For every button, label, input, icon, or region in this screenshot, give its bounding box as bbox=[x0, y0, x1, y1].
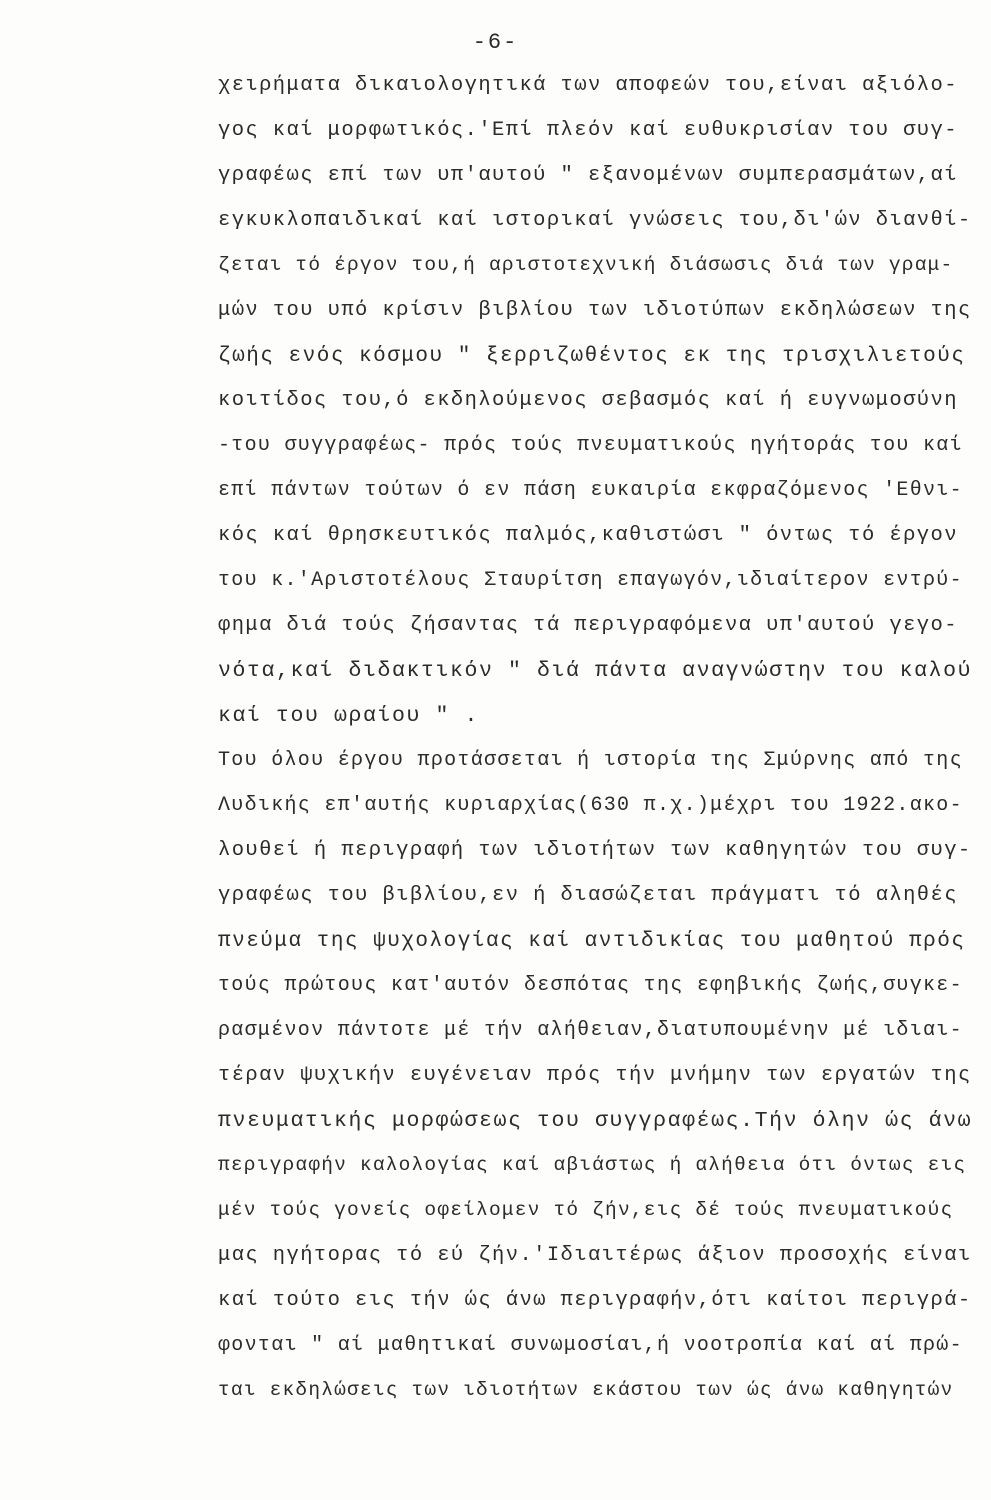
text-line: επί πάντων τούτων ό εν πάση ευκαιρία εκφραζόμενος 'Εθνι- bbox=[218, 479, 963, 502]
text-line: πνευματικής μορφώσεως του συγγραφέως.Τήν όλην ώς άνω bbox=[218, 1109, 973, 1133]
text-line: τούς πρώτους κατ'αυτόν δεσπότας της εφηβικής ζωής,συγκε- bbox=[218, 974, 963, 997]
page-number: -6- bbox=[472, 30, 519, 55]
text-line: ται εκδηλώσεις των ιδιοτήτων εκάστου των ώς άνω καθηγητών bbox=[218, 1379, 954, 1401]
text-line: μέν τούς γονείς οφείλομεν τό ζήν,εις δέ τούς πνευματικούς bbox=[218, 1199, 954, 1221]
text-line: χειρήματα δικαιολογητικά των αποφεών του,είναι αξιόλο- bbox=[218, 74, 958, 97]
text-line: γος καί μορφωτικός.'Επί πλεόν καί ευθυκρισίαν του συγ- bbox=[218, 119, 958, 142]
text-line: περιγραφήν καλολογίας καί αβιάστως ή αλήθεια ότι όντως εις bbox=[218, 1154, 967, 1176]
text-line: Του όλου έργου προτάσσεται ή ιστορία της Σμύρνης από της bbox=[218, 749, 963, 772]
text-line: φονται " αί μαθητικαί συνωμοσίαι,ή νοοτροπία καί αί πρώ- bbox=[218, 1334, 963, 1357]
text-line: καί τούτο εις τήν ώς άνω περιγραφήν,ότι καίτοι περιγρά- bbox=[218, 1289, 972, 1312]
text-line: Λυδικής επ'αυτής κυριαρχίας(630 π.χ.)μέχρι του 1922.ακο- bbox=[218, 794, 963, 817]
text-line: ζωής ενός κόσμου " ξερριζωθέντος εκ της τρισχιλιετούς bbox=[218, 345, 966, 368]
text-line: -του συγγραφέως- πρός τούς πνευματικούς ηγήτοράς του καί bbox=[218, 434, 963, 457]
text-line: κοιτίδος του,ό εκδηλούμενος σεβασμός καί ή ευγνωμοσύνη bbox=[218, 389, 958, 412]
text-line: καί του ωραίου " . bbox=[218, 704, 480, 728]
text-line: κός καί θρησκευτικός παλμός,καθιστώσι " όντως τό έργον bbox=[218, 524, 958, 547]
text-line: ζεται τό έργον του,ή αριστοτεχνική διάσωσις διά των γραμ- bbox=[218, 254, 954, 276]
text-line: μας ηγήτορας τό εύ ζήν.'Ιδιαιτέρως άξιον προσοχής είναι bbox=[218, 1244, 972, 1267]
text-line: λουθεί ή περιγραφή των ιδιοτήτων των καθηγητών του συγ- bbox=[218, 839, 972, 862]
text-line: νότα,καί διδακτικόν " διά πάντα αναγνώστην του καλού bbox=[218, 659, 973, 683]
text-line: εγκυκλοπαιδικαί καί ιστορικαί γνώσεις του,δι'ών διανθί- bbox=[218, 209, 972, 232]
text-line: πνεύμα της ψυχολογίας καί αντιδικίας του μαθητού πρός bbox=[218, 930, 966, 953]
text-line: ρασμένον πάντοτε μέ τήν αλήθειαν,διατυπουμένην μέ ιδιαι- bbox=[218, 1019, 963, 1042]
text-line: γραφέως επί των υπ'αυτού " εξανομένων συμπερασμάτων,αί bbox=[218, 164, 958, 187]
text-line: του κ.'Αριστοτέλους Σταυρίτση επαγωγόν,ιδιαίτερον εντρύ- bbox=[218, 569, 963, 592]
text-line: τέραν ψυχικήν ευγένειαν πρός τήν μνήμην των εργατών της bbox=[218, 1064, 972, 1087]
text-line: γραφέως του βιβλίου,εν ή διασώζεται πράγματι τό αληθές bbox=[218, 884, 958, 907]
text-line: φημα διά τούς ζήσαντας τά περιγραφόμενα υπ'αυτού γεγο- bbox=[218, 614, 958, 637]
text-line: μών του υπό κρίσιν βιβλίου των ιδιοτύπων εκδηλώσεων της bbox=[218, 299, 972, 322]
